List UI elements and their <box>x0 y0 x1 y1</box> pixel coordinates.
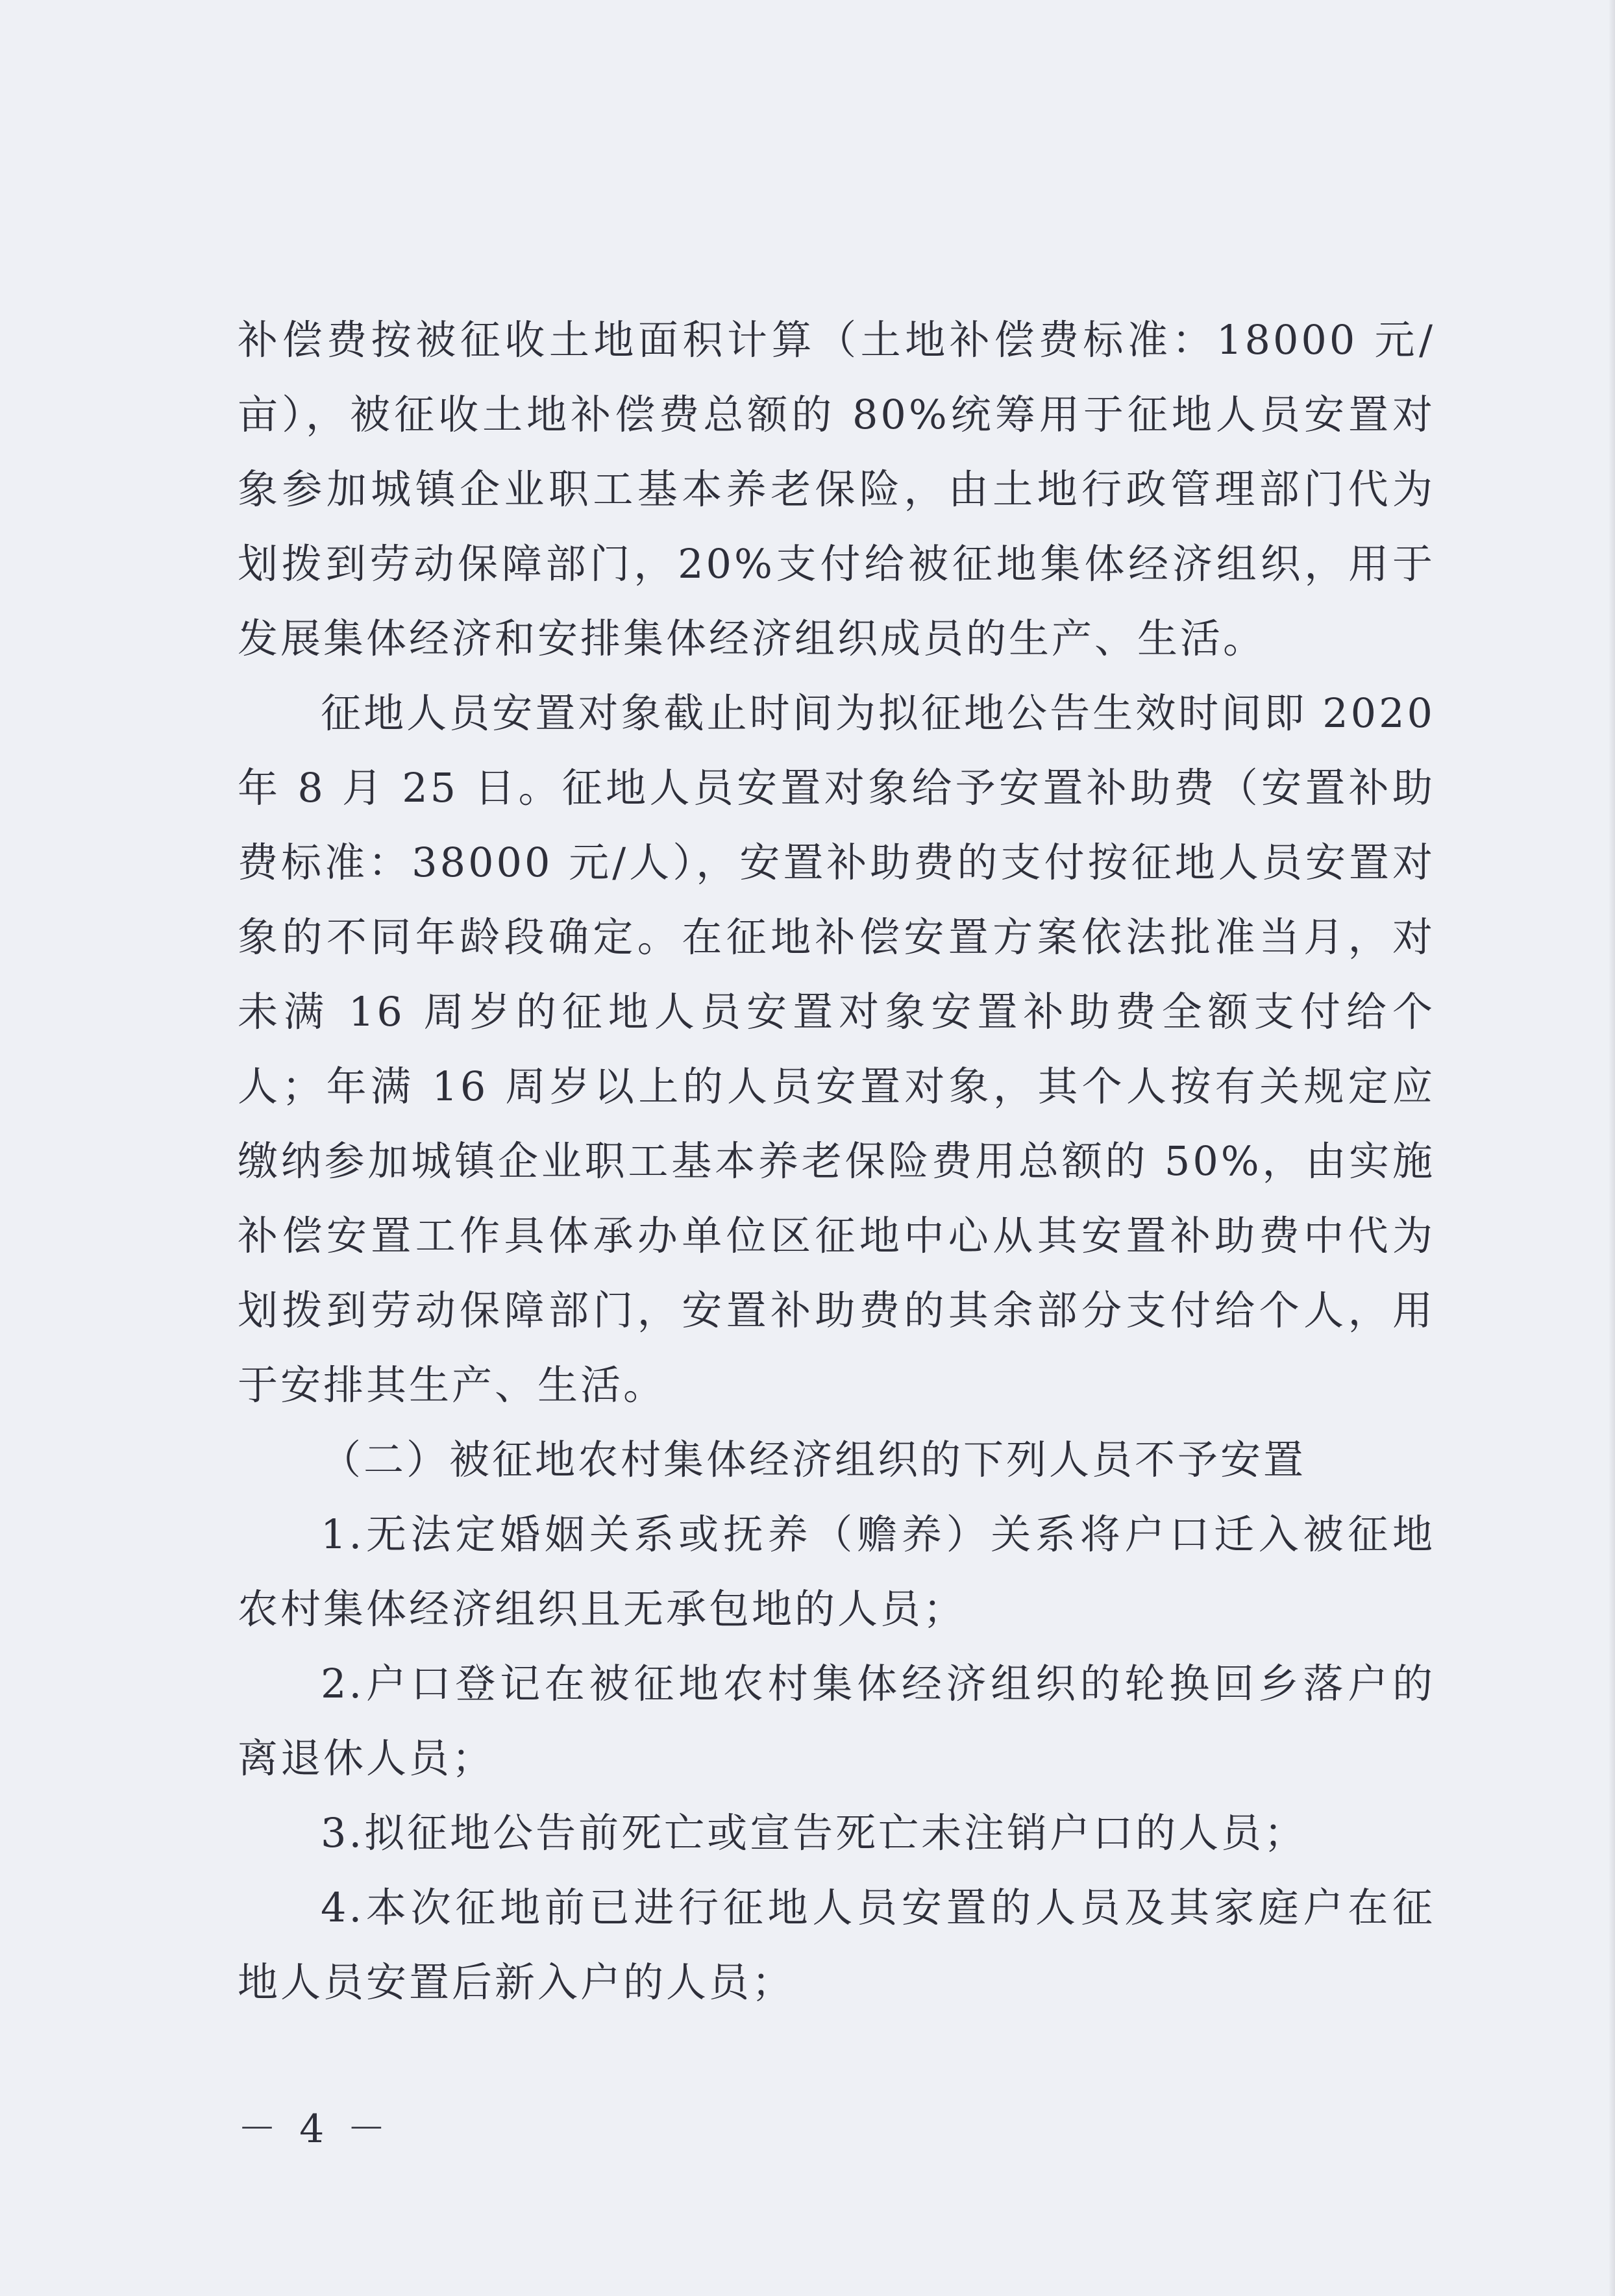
list-item-4: 4.本次征地前已进行征地人员安置的人员及其家庭户在征地人员安置后新入户的人员； <box>238 1884 1435 2006</box>
page-number: － 4 － <box>238 2106 391 2152</box>
list-item-3: 3.拟征地公告前死亡或宣告死亡未注销户口的人员； <box>321 1809 1307 1857</box>
list-item-1: 1.无法定婚姻关系或抚养（赡养）关系将户口迁入被征地农村集体经济组织且无承包地的人员； <box>238 1511 1435 1633</box>
paragraph-resettlement-subsidy: 征地人员安置对象截止时间为拟征地公告生效时间即 2020 年 8 月 25 日。征地人员安置对象给予安置补助费（安置补助费标准：38000 元/人），安置补助费的支付按征地人员安置对象的不同年龄段确定。在征地补偿安置方案依法批准当月，对未满 16 周岁的征地人员安置对象安置补助费全额支付给个人；年满 16 周岁以上的人员安置对象，其个人按有关规定应缴纳参加城镇企业职工基本养老保险费用总额的 50%，由实施补偿安置工作具体承办单位区征地中心从其安置补助费中代为划拨到劳动保障部门，安置补助费的其余部分支付给个人，用于安排其生产、生活。 <box>238 689 1435 1409</box>
list-item-2: 2.户口登记在被征地农村集体经济组织的轮换回乡落户的离退休人员； <box>238 1660 1435 1782</box>
paragraph-land-compensation: 补偿费按被征收土地面积计算（土地补偿费标准：18000 元/亩），被征收土地补偿费总额的 80%统筹用于征地人员安置对象参加城镇企业职工基本养老保险，由土地行政管理部门代为划拨到劳动保障部门，20%支付给被征地集体经济组织，用于发展集体经济和安排集体经济组织成员的生产、生活。 <box>238 316 1435 662</box>
body-text <box>238 302 1435 2019</box>
section-heading-not-resettled: （二）被征地农村集体经济组织的下列人员不予安置 <box>321 1436 1307 1483</box>
scan-edge-shadow <box>1609 0 1615 2296</box>
